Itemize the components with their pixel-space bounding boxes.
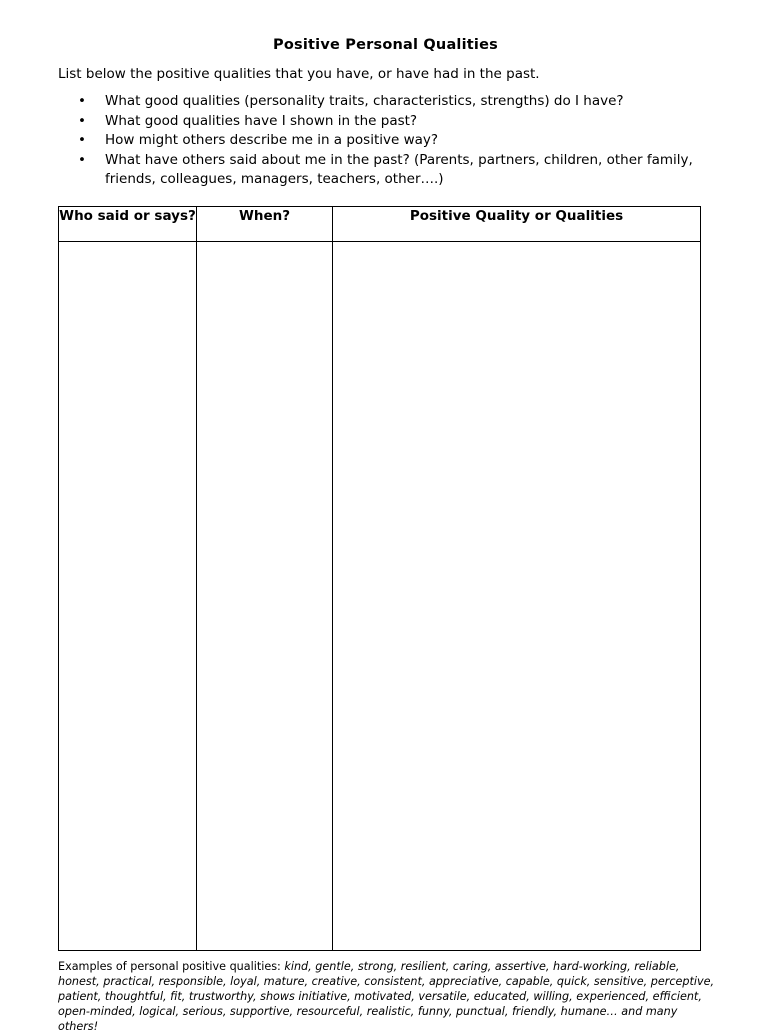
list-item [78,92,718,112]
bullet-icon: • [78,93,86,109]
list-item-text: What have others said about me in the past? (Parents, partners, children, other family, friends, colleagues, managers, teachers, other….) [105,151,693,187]
list-item [78,112,718,132]
list-item [78,151,718,190]
list-item [78,131,718,151]
bullet-icon: • [78,151,86,168]
question-list [78,92,718,190]
column-header-qualities: Positive Quality or Qualities [333,207,701,242]
who-cell[interactable] [59,242,197,951]
table-header-row [59,207,701,242]
when-cell[interactable] [197,242,333,951]
column-header-who: Who said or says? [59,207,197,242]
intro-text: List below the positive qualities that you have, or have had in the past. [58,66,540,82]
qualities-table [58,206,701,951]
bullet-icon: • [78,132,86,148]
examples-note [58,959,718,1034]
column-header-when: When? [197,207,333,242]
list-item-text: How might others describe me in a positive way? [105,132,439,148]
table-row [59,242,701,951]
list-item-text: What good qualities (personality traits, characteristics, strengths) do I have? [105,93,624,109]
qualities-cell[interactable] [333,242,701,951]
list-item-text: What good qualities have I shown in the past? [105,112,418,129]
page-title: Positive Personal Qualities [273,37,498,53]
examples-lead: Examples of personal positive qualities: [58,960,281,973]
examples-list: kind, gentle, strong, resilient, caring, assertive, hard-working, reliable, honest, practical, responsible, loyal, mature, creative, consistent, appreciative, capable, quick, sensitive, perceptive, patient, thoughtful, fit, trustworthy, shows initiative, motivated, versatile, educated, willing, experienced, efficient, open-minded, logical, serious, supportive, resourceful, realistic, funny, punctual, friendly, humane… and many others! [58,960,715,1033]
bullet-icon: • [78,112,86,129]
